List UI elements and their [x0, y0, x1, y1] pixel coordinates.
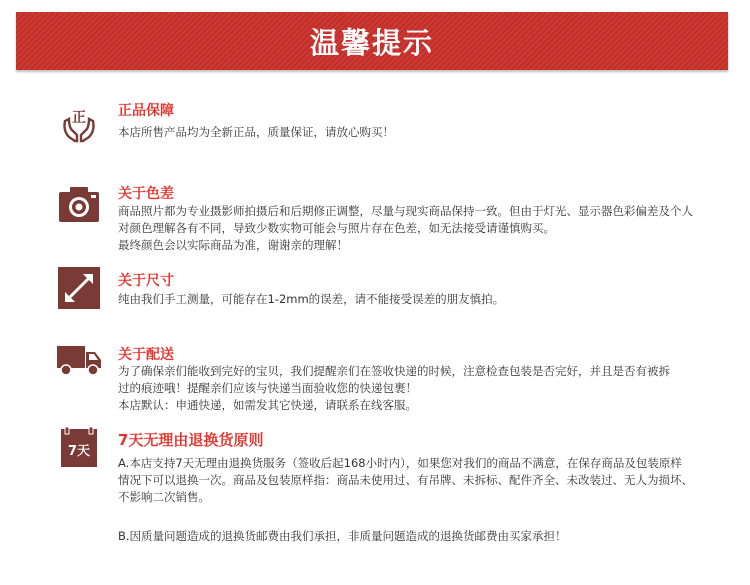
section-body [118, 124, 718, 141]
body-line: 过的痕迹哦！提醒亲们应该与快递当面验收您的快递包裹！ [118, 381, 417, 395]
section-note [118, 528, 718, 545]
section-title: 关于色差 [118, 186, 174, 202]
section-title: 7天无理由退换货原则 [118, 431, 264, 449]
resize-arrow-icon [57, 266, 101, 310]
seven-day-return-icon [57, 425, 101, 469]
body-line: 不影响二次销售。 [118, 490, 210, 504]
body-line: 对颜色理解各有不同，导致少数实物可能会与照片存在色差，如无法接受请谨慎购买。 [118, 221, 555, 235]
body-line: 本店所售产品均为全新正品，质量保证，请放心购买！ [118, 125, 394, 139]
section-body [118, 455, 718, 506]
header-banner [16, 12, 728, 70]
authentic-hands-icon [57, 101, 101, 145]
body-line: A.本店支持7天无理由退换货服务（签收后起168小时内），如果您对我们的商品不满意，在保存商品及包装原样 [118, 456, 682, 470]
page-title: 温馨提示 [309, 25, 434, 60]
body-line: 本店默认：申通快递，如需发其它快递，请联系在线客服。 [118, 398, 417, 412]
section-title: 关于配送 [118, 347, 174, 363]
body-line: 最终颜色会以实际商品为准，谢谢亲的理解！ [118, 238, 348, 252]
svg-text:7天: 7天 [67, 444, 91, 459]
svg-text:正: 正 [72, 110, 86, 126]
section-body [118, 291, 718, 308]
body-line: 商品照片都为专业摄影师拍摄后和后期修正调整，尽量与现实商品保持一致。但由于灯光、显示器色彩偏差及个人 [118, 204, 693, 218]
camera-icon [57, 182, 101, 226]
section-title: 正品保障 [118, 103, 174, 119]
body-line: 为了确保亲们能收到完好的宝贝，我们提醒亲们在签收快递的时候，注意检查包装是否完好，并且是否有被拆 [118, 364, 670, 378]
body-line: B.因质量问题造成的退换货邮费由我们承担，非质量问题造成的退换货邮费由买家承担！ [118, 529, 567, 543]
body-line: 情况下可以退换一次。商品及包装原样指：商品未使用过、有吊牌、未拆标、配件齐全、未改装过、无人为损坏、 [118, 473, 693, 487]
section-body [118, 203, 718, 254]
truck-icon [57, 338, 101, 382]
body-line: 纯由我们手工测量，可能存在1-2mm的误差，请不能接受误差的朋友慎拍。 [118, 292, 505, 306]
section-body [118, 363, 718, 414]
section-title: 关于尺寸 [118, 273, 174, 289]
